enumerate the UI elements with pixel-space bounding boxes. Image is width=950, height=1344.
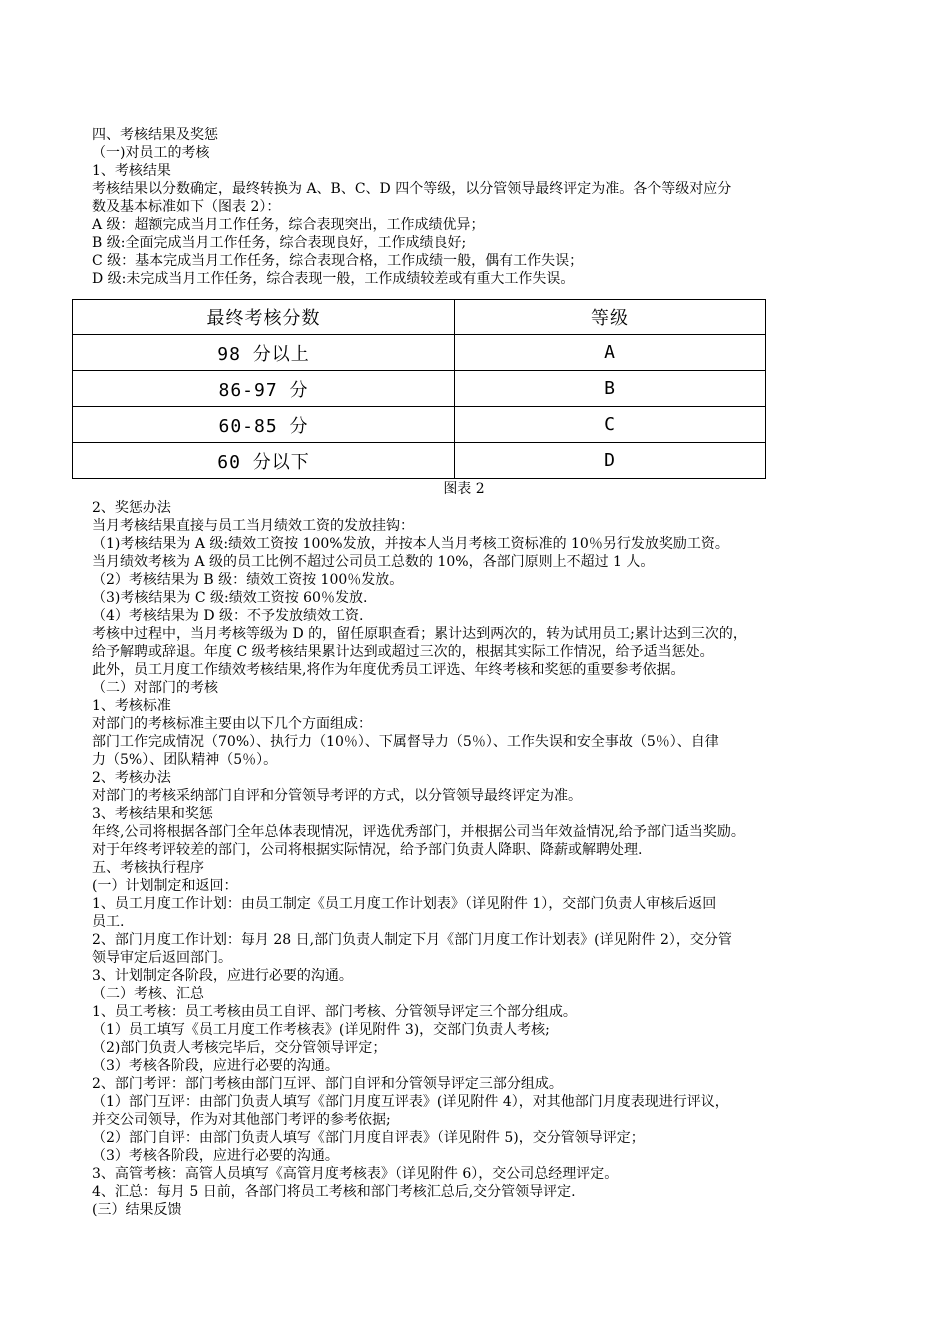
text-line: 3、计划制定各阶段，应进行必要的沟通。 [92,968,353,984]
text-line: 1、员工月度工作计划：由员工制定《员工月度工作计划表》（详见附件 1），交部门负责人审核后返回 [92,896,717,912]
text-line: 3、高管考核：高管人员填写《高管月度考核表》（详见附件 6），交公司总经理评定。 [92,1166,619,1182]
text-line: 对部门的考核标准主要由以下几个方面组成： [92,716,372,732]
text-line: （1）员工填写《员工月度工作考核表》(详见附件 3)，交部门负责人考核; [92,1022,550,1038]
text-line: （4）考核结果为 D 级：不予发放绩效工资. [92,608,364,624]
table-row [73,407,766,443]
text-line: （2）部门自评：由部门负责人填写《部门月度自评表》（详见附件 5)，交分管领导评定； [92,1130,645,1146]
text-line: （3)考核结果为 C 级:绩效工资按 60％发放. [92,590,368,606]
text-line: C 级：基本完成当月工作任务，综合表现合格，工作成绩一般，偶有工作失误； [92,253,584,269]
text-line: 考核结果以分数确定，最终转换为 A、B、C、D 四个等级，以分管领导最终评定为准。各个等级对应分 [92,181,732,197]
text-line: (一）计划制定和返回： [92,878,238,894]
section-bottom-text [92,499,872,1219]
grade-table [72,299,766,479]
text-line: 员工. [92,914,125,930]
text-line: 部门工作完成情况（70%）、执行力（10％）、下属督导力（5％）、工作失误和安全事故（5％）、自律 [92,734,719,750]
text-line: 考核中过程中，当月考核等级为 D 的，留任原职查看；累计达到两次的，转为试用员工;累计达到三次的， [92,626,747,642]
document-page [92,126,872,1219]
text-line: 当月考核结果直接与员工当月绩效工资的发放挂钩： [92,518,414,534]
text-line: 对于年终考评较差的部门，公司将根据实际情况，给予部门负责人降职、降薪或解聘处理. [92,842,643,858]
text-line: D 级:未完成当月工作任务，综合表现一般，工作成绩较差或有重大工作失误。 [92,271,575,287]
table-cell-score: 60-85 分 [73,407,455,443]
text-line: 力（5%）、团队精神（5％）。 [92,752,278,768]
text-line: 3、考核结果和奖惩 [92,806,213,822]
table-row [73,371,766,407]
text-line: 给予解聘或辞退。年度 C 级考核结果累计达到或超过三次的，根据其实际工作情况，给予适当惩处。 [92,644,714,660]
table-cell-score: 98 分以上 [73,335,455,371]
text-line: 1、考核标准 [92,698,171,714]
text-line: 2、奖惩办法 [92,500,171,516]
text-line: （一)对员工的考核 [92,145,210,161]
table-cell-grade: B [455,371,766,407]
text-line: （2）考核结果为 B 级：绩效工资按 100％发放。 [92,572,404,588]
table-header-grade: 等级 [455,300,766,335]
text-line: A 级：超额完成当月工作任务，综合表现突出，工作成绩优异； [92,217,485,233]
table-row [73,443,766,479]
table-cell-score: 60 分以下 [73,443,455,479]
text-line: B 级:全面完成当月工作任务，综合表现良好，工作成绩良好; [92,235,467,251]
text-line: 五、考核执行程序 [92,860,204,876]
text-line: (三）结果反馈 [92,1202,182,1218]
text-line: 数及基本标准如下（图表 2）： [92,199,281,215]
text-line: （3）考核各阶段，应进行必要的沟通。 [92,1058,339,1074]
text-line: 年终,公司将根据各部门全年总体表现情况，评选优秀部门，并根据公司当年效益情况,给予部门适当奖励。 [92,824,745,840]
text-line: （二）考核、汇总 [92,986,204,1002]
table-cell-grade: A [455,335,766,371]
text-line: （1)考核结果为 A 级:绩效工资按 100%发放，并按本人当月考核工资标准的 10％另行发放奖励工资。 [92,536,729,552]
text-line: 1、员工考核：员工考核由员工自评、部门考核、分管领导评定三个部分组成。 [92,1004,577,1020]
text-line: 并交公司领导，作为对其他部门考评的参考依据; [92,1112,391,1128]
text-line: （2)部门负责人考核完毕后，交分管领导评定； [92,1040,387,1056]
grade-table-wrapper [72,299,766,479]
text-line: 对部门的考核采纳部门自评和分管领导考评的方式，以分管领导最终评定为准。 [92,788,582,804]
table-cell-score: 86-97 分 [73,371,455,407]
text-line: 领导审定后返回部门。 [92,950,232,966]
text-line: 此外，员工月度工作绩效考核结果,将作为年度优秀员工评选、年终考核和奖惩的重要参考依据。 [92,662,685,678]
table-caption: 图表 2 [443,481,485,497]
table-cell-grade: D [455,443,766,479]
text-line: （3）考核各阶段，应进行必要的沟通。 [92,1148,339,1164]
table-cell-grade: C [455,407,766,443]
table-header-row [73,300,766,335]
section-top-text [92,126,872,288]
text-line: 2、部门考评：部门考核由部门互评、部门自评和分管领导评定三部分组成。 [92,1076,563,1092]
text-line: 当月绩效考核为 A 级的员工比例不超过公司员工总数的 10%，各部门原则上不超过 1 人。 [92,554,655,570]
text-line: （1）部门互评：由部门负责人填写《部门月度互评表》(详见附件 4），对其他部门月度表现进行评议， [92,1094,729,1110]
table-row [73,335,766,371]
table-header-score: 最终考核分数 [73,300,455,335]
text-line: 四、考核结果及奖惩 [92,127,218,143]
text-line: （二）对部门的考核 [92,680,218,696]
text-line: 2、部门月度工作计划：每月 28 日,部门负责人制定下月《部门月度工作计划表》(详见附件 2），交分管 [92,932,732,948]
text-line: 1、考核结果 [92,163,171,179]
text-line: 2、考核办法 [92,770,171,786]
text-line: 4、汇总：每月 5 日前，各部门将员工考核和部门考核汇总后,交分管领导评定. [92,1184,576,1200]
